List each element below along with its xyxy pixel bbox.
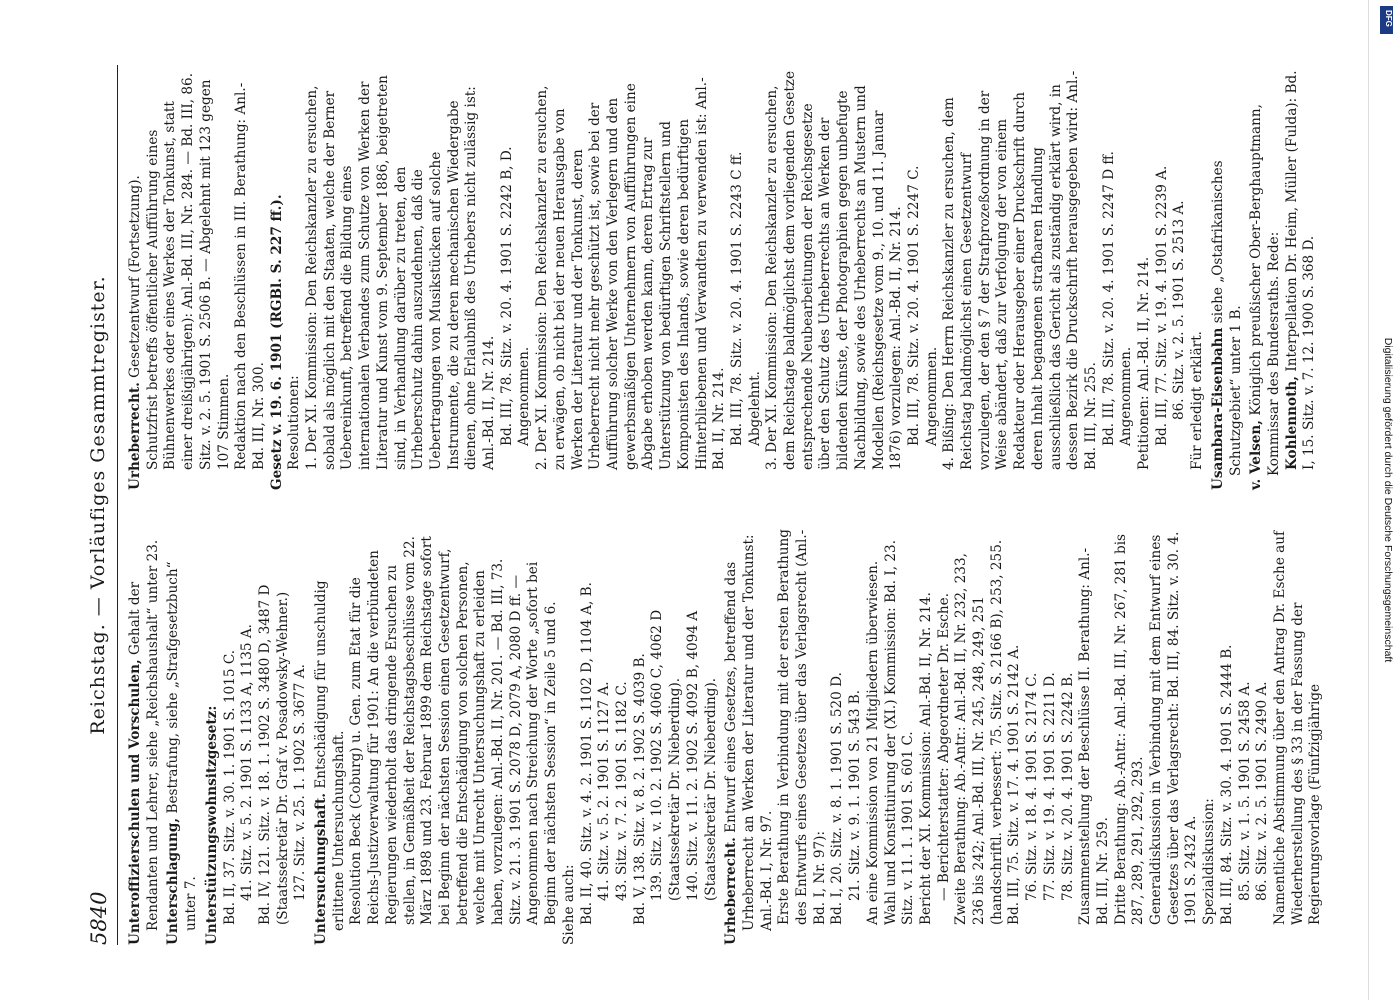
ref-line: Bd. III, 78. Sitz. v. 20. 4. 1901 S. 2247 D ff. <box>1100 151 1117 446</box>
entry-urheberrecht-continued <box>127 70 1207 490</box>
first-reading: Erste Berathung in Verbindung mit der ersten Berathung des Entwurfs eines Gesetzes über das Verlagsrecht (Anl.-Bd. I, Nr. 97): <box>776 529 828 925</box>
ref-line: Bd. II, 37. Sitz. v. 30. 1. 1901 S. 1015 C. <box>221 649 238 925</box>
ref-line: Bd. V, 138. Sitz. v. 8. 2. 1902 S. 4039 B. <box>631 653 648 925</box>
entry-text: Gehalt der Rendanten und Lehrer, siehe „Reichshaushalt“ unter 23. <box>127 539 161 931</box>
ref-line: Bd. I, 20. Sitz. v. 8. 1. 1901 S. 520 D. <box>829 672 846 925</box>
entry-keyword: Unterstützungswohnsitzgesetz: <box>203 705 220 945</box>
result-text: Angenommen. <box>516 346 533 446</box>
sub-text: Interpellation Dr. Heim, Müller (Fulda): Bd. I, 15. Sitz. v. 7. 12. 1900 S. 368 D. <box>1283 70 1318 470</box>
entry-keyword: Urheberrecht. <box>723 837 740 945</box>
siehe-auch: Siehe auch: <box>560 864 577 945</box>
entry-text: Entwurf eines Gesetzes, betreffend das Urheberrecht an Werken der Literatur und der Tonkunst: Anl.-Bd. I, Nr. 97. <box>723 534 775 931</box>
redaction-text: Redaktion nach den Beschlüssen in III. Berathung: Anl.-Bd. III, Nr. 300. <box>233 82 267 470</box>
resolution-3: 3. Der XI. Kommission: Den Reichskanzler zu ersuchen, dem Reichstage baldmöglichst dem vorliegenden Gesetze entsprechende Neubearbeitungen der Reichsgesetze über den Schutz des Urheberrechts an Werken der bildenden Künste, der Photographien gegen unbefugte Nachbildung, sowie des Urheberrechts an Mustern und Modellen (Reichsgesetze vom 9., 10. und 11. Januar 1876) vorzulegen: Anl.-Bd. II, Nr. 214. <box>764 71 905 470</box>
entry-text: Entschädigung für unschuldig erlittene Untersuchungshaft. <box>313 580 347 931</box>
ref-line: Bd. III, 78. Sitz. v. 20. 4. 1901 S. 2247 C. <box>905 165 922 446</box>
ref-line: 86. Sitz. v. 2. 5. 1901 S. 2513 A. <box>1171 200 1188 420</box>
report-text: Bericht der XI. Kommission: Anl.-Bd. II, Nr. 214. <box>917 592 934 925</box>
entry-text: Gesetzentwurf (Fortsetzung). <box>127 175 143 378</box>
entry-keyword: v. Velsen, <box>1248 419 1265 490</box>
result-text: Angenommen. <box>923 346 940 446</box>
ref-line: Bd. III, 78. Sitz. v. 20. 4. 1901 S. 2242 B, D. <box>498 146 515 446</box>
ref-line: Bd. IV, 121. Sitz. v. 18. 1. 1902 S. 3480 D, 3487 D (Staatssekretär Dr. Graf v. Posadowsky-Wehner.) <box>256 584 291 925</box>
result-text: Angenommen. <box>1118 346 1135 446</box>
ref-line: 21. Sitz. v. 9. 1. 1901 S. 543 B. <box>847 689 864 901</box>
ref-line: 78. Sitz. v. 20. 4. 1901 S. 2242 B. <box>1059 672 1076 901</box>
ref-line: Bd. III, 75. Sitz. v. 17. 4. 1901 S. 2142 A. <box>1006 644 1023 925</box>
ref-line: 76. Sitz. v. 18. 4. 1901 S. 2174 C. <box>1024 672 1041 901</box>
third-reading: Dritte Berathung: Ab.-Antr.: Anl.-Bd. III, Nr. 267, 281 bis 287, 289, 291, 292, 293. <box>1112 533 1147 925</box>
second-reading: Zweite Berathung: Ab.-Antr.: Anl.-Bd. II, Nr. 232, 233, 236 bis 242; Anl.-Bd. III, Nr. 245, 248, 249, 251 (handschriftl. verbessert: 75. Sitz. S. 2166 B), 253, 255. <box>953 539 1005 925</box>
right-column <box>127 70 1322 490</box>
entry-untersuchungshaft <box>313 525 720 945</box>
ref-line: 86. Sitz. v. 2. 5. 1901 S. 2490 A. <box>1254 681 1271 901</box>
ref-line: 85. Sitz. v. 1. 5. 1901 S. 2458 A. <box>1236 681 1253 901</box>
result-text: Abgelehnt. <box>746 371 763 446</box>
result-text: Für erledigt erklärt. <box>1189 331 1206 470</box>
entry-keyword: Usambara-Eisenbahn <box>1209 327 1226 490</box>
sub-keyword: Kohlennoth, <box>1283 375 1300 470</box>
ref-line: Bd. III, 84. Sitz. v. 30. 4. 1901 S. 2444 B. <box>1218 644 1235 925</box>
entry-unterstuetzungswohnsitz <box>204 525 310 945</box>
summary-text: Zusammenstellung der Beschlüsse II. Berathung: Anl.-Bd. III, Nr. 259. <box>1077 547 1111 925</box>
digitization-sidebar <box>1378 0 1396 1000</box>
entry-velsen <box>1248 70 1319 490</box>
page-number: 5840 <box>87 891 111 945</box>
ref-line: 127. Sitz. v. 25. 1. 1902 S. 3677 A. <box>292 664 309 901</box>
resolution-4: 4. Bißing: Den Herrn Reichskanzler zu ersuchen, dem Reichstag baldmöglichst einen Gesetzentwurf vorzulegen, der den § 7 der Strafprozeßordnung in der Weise abändert, daß zur Verfolgung der von einem Redakteur oder Herausgeber einer Druckschrift durch deren Inhalt begangenen strafbaren Handlung ausschließlich das Gericht als zuständig erklärt wird, in dessen Bezirk die Druckschrift herausgegeben wird: Anl.-Bd. III, Nr. 255. <box>941 70 1099 470</box>
entry-text: Königlich preußischer Ober-Berghauptmann, Kommissar des Bundesraths. Rede: <box>1248 104 1282 476</box>
ref-line: 41. Sitz. v. 5. 2. 1901 S. 1127 A. <box>596 681 613 901</box>
ref-line: 139. Sitz. v. 10. 2. 1902 S. 4060 C, 4062 D (Staatssekretär Dr. Nieberding). <box>649 609 684 901</box>
petitions-text: Petitionen: Anl.-Bd. II, Nr. 214. <box>1136 256 1153 470</box>
entry-unterschlagung <box>165 525 200 945</box>
special-discussion: Spezialdiskussion: <box>1201 798 1218 925</box>
rapporteur-text: — Berichterstatter: Abgeordneter Dr. Esche. <box>935 592 952 901</box>
entry-unteroffizierschulen <box>127 525 162 945</box>
resolutions-heading: Resolutionen: <box>286 375 303 470</box>
entry-text: siehe „Ostafrikanisches Schutzgebiet“ unter 1 B. <box>1209 160 1244 476</box>
ref-line: Bd. II, 40. Sitz. v. 4. 2. 1901 S. 1102 D, 1104 A, B. <box>578 582 595 925</box>
ref-line: Bd. III, 77. Sitz. v. 19. 4. 1901 S. 2239 A. <box>1153 165 1170 446</box>
vote-text: Schutzfrist betreffs öffentlicher Aufführung eines Bühnenwerkes oder eines Werkes der Tonkunst, statt einer dreißigjährigen): Anl.-Bd. III, Nr. 284. — Bd. III, 86. Sitz. v. 2. 5. 1901 S. 2506 B. — Abgelehnt mit 123 gegen 107 Stimmen. <box>144 72 232 470</box>
running-head <box>85 65 118 945</box>
running-title: Reichstag. — Vorläufiges Gesammtregister. <box>87 275 109 735</box>
left-column <box>127 525 1328 945</box>
entry-usambara-eisenbahn <box>1210 70 1245 490</box>
entry-keyword: Unteroffizierschulen und Vorschulen, <box>127 659 143 945</box>
resolution-text: Resolution Beck (Coburg) u. Gen. zum Etat für die Reichs-Justizverwaltung für 1901: An die verbündeten Regierungen wiederholt das dringende Ersuchen zu stellen, in Gemäßheit der Reichstagsbeschlüsse vom 22. März 1898 und 23. Februar 1899 dem Reichstage sofort bei Beginn der nächsten Session einen Gesetzentwurf, betreffend die Entschädigung von solchen Personen, welche mit Unrecht Untersuchungshaft zu erleiden haben, vorzulegen: Anl.-Bd. II, Nr. 201. — Bd. III, 73. Sitz. v. 21. 3. 1901 S. 2078 D, 2079 A, 2080 D ff. — Angenommen nach Streichung der Worte „sofort bei Beginn der nächsten Session“ in Zeile 5 und 6. <box>348 536 560 925</box>
ref-line: Bd. III, 78. Sitz. v. 20. 4. 1901 S. 2243 C ff. <box>728 151 745 446</box>
dfg-logo-text: DFG <box>1384 10 1393 27</box>
ref-line: 43. Sitz. v. 7. 2. 1901 S. 1182 C. <box>613 681 630 901</box>
entry-keyword: Untersuchungshaft. <box>313 792 330 945</box>
entry-keyword: Urheberrecht. <box>127 382 143 490</box>
rotated-page <box>85 65 1375 945</box>
resolution-2: 2. Der XI. Kommission: Den Reichskanzler zu ersuchen, zu erwägen, ob nicht bei der neuen Herausgabe von Werken der Literatur und der Tonkunst, deren Urheberrecht nicht mehr geschützt ist, sowie bei der Aufführung solcher Werke von den Verlegern und den gewerbsmäßigen Unternehmern von Aufführungen eine Abgabe erhoben werden kann, deren Ertrag zur Unterstützung von bedürftigen Schriftstellern und Komponisten des Inlands, sowie deren bedürftigen Hinterbliebenen und Verwandten zu verwenden ist: Anl.-Bd. II, Nr. 214. <box>534 77 728 470</box>
general-discussion: Generaldiskussion in Verbindung mit dem Entwurf eines Gesetzes über das Verlagsrecht: Bd. III, 84. Sitz. v. 30. 4. 1901 S. 2432 A. <box>1148 531 1200 925</box>
roll-call-vote: Namentliche Abstimmung über den Antrag Dr. Esche auf Wiederherstellung des § 33 in der Fassung der Regierungsvorlage (Fünfzigjährige <box>1272 530 1324 925</box>
ref-line: 140. Sitz. v. 11. 2. 1902 S. 4092 B, 4094 A (Staatssekretär Dr. Nieberding). <box>684 610 719 901</box>
commission-text: An eine Kommission von 21 Mitgliedern überwiesen. Wahl und Konstituirung der (XI.) Kommission: Bd. I, 23. Sitz. v. 11. 1. 1901 S. 601 C. <box>864 539 917 925</box>
digitization-note: Digitalisierung gefördert durch die Deutsche Forschungsgemeinschaft <box>1382 337 1394 663</box>
entry-urheberrecht <box>723 525 1325 945</box>
entry-text: Bestrafung, siehe „Strafgesetzbuch“ unter 7. <box>165 561 200 931</box>
ref-line: 41. Sitz. v. 5. 2. 1901 S. 1133 A, 1135 A. <box>239 624 256 901</box>
law-reference: Gesetz v. 19. 6. 1901 (RGBl. S. 227 ff.). <box>268 194 285 490</box>
ref-line: 77. Sitz. v. 19. 4. 1901 S. 2211 D. <box>1041 672 1058 901</box>
resolution-1: 1. Der XI. Kommission: Den Reichskanzler zu ersuchen, sobald als möglich mit den Staaten, welche der Berner Uebereinkunft, betreffend die Bildung eines internationalen Verbandes zum Schutze von Werken der Literatur und Kunst vom 9. September 1886, beigetreten sind, in Verhandlung darüber zu treten, den Urheberschutz dahin auszudehnen, daß die Uebertragungen von Musikstücken auf solche Instrumente, die zu deren mechanischen Wiedergabe dienen, ohne Erlaubniß des Urhebers nicht zulässig ist: Anl.-Bd. II, Nr. 214. <box>304 75 498 470</box>
entry-keyword: Unterschlagung, <box>165 817 182 945</box>
